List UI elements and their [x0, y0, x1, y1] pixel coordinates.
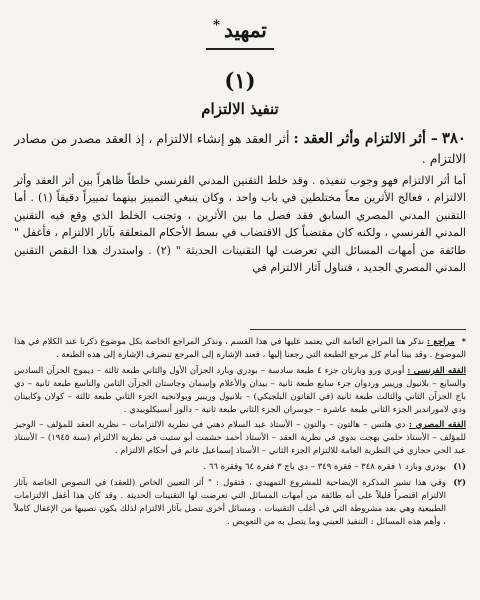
- footnote-item: [14, 477, 466, 529]
- body-paragraph: أما أثر الالتزام فهو وجوب تنفيذه . وقد خلط التقنين المدني الفرنسي خلطاً ظاهراً بين أثر العقد وأثر الالتزام ، فعالج الأثرين معاً مختلطين في باب واحد ، وكان ينبغي التمييز بينهما تمييزاً دقيقاً (١) . أما التقنين المدني المصري السابق فقد فصل ما بين الأثرين ، وتجنب الخلط الذي وقع فيه التقنين المدني الفرنسي ، ولكنه كان مقتضباً كل الاقتضاب في بسط الأحكام المتعلقة بآثار الالتزام ، فأغفل " طائفة من أمهات المسائل التي تعرضت لها التقنينات الحديثة " (٢) . واستدرك هذا النقص التقنين المدني المصري الجديد ، فتناول آثار الالتزام في: [14, 174, 466, 275]
- footnotes-section: [14, 336, 466, 532]
- french-doctrine-heading: الفقه الفرنسي :: [407, 365, 467, 376]
- title-underline: [206, 48, 274, 50]
- footnote-star-marker: *: [461, 337, 467, 347]
- egyptian-doctrine-heading: الفقه المصري :: [408, 420, 467, 431]
- chapter-title: [0, 18, 480, 42]
- egyptian-doctrine-text: دي هلتس – هالتون – والتون – الأستاذ عبد السلام ذهني في نظرية الالتزامات – نظرية العقد للمؤلف – الوجيز للمؤلف – الأستاذ حلمي بهجت بدوي في نظرية العقد – الأستاذ أحمد حشمت أبو ستيت في نظرية الالتزام (سنة ١٩٤٥) – الأستاذ عبد الحي حجازي في النظرية العامة للالتزام الجزء الثاني – الأستاذ إسماعيل غانم في أحكام الالتزام .: [14, 420, 466, 457]
- references-heading: مراجع :: [427, 337, 455, 347]
- footnote-references: [14, 336, 466, 362]
- section-subtitle: تنفيذ الالتزام: [201, 100, 279, 118]
- title-text: تمهيد: [223, 18, 267, 42]
- french-doctrine-text: أوبري ورو وبارتان جزء ٤ طبعة سادسة – بودري وبارد الجزآن الأول والثاني طبعة ثالثة – ديموج الجزآن السادس والسابع – بلانيول وريبير وردوان جزء سابع طبعة ثانية – بيدان والأعلام وإسمان وجاستان الجزآن الثامن والتاسع طبعة ثانية – دي باج الجزآن الثاني والثالث طبعة ثانية (في القانون البلجيكي) – بلانيول وريبير وبولانجيه الجزء الثاني طبعة ثالثة – كولان وكابيتان ودي لاموراندير الجزء الثاني طبعة عاشرة – جوسران الجزء الثاني طبعة ثانية – دالوز أنسيكلوبيدي .: [14, 365, 466, 415]
- footnote-french-doctrine: [14, 365, 466, 417]
- paragraph-number: ٣٨٠: [441, 129, 466, 147]
- footnote-item: [14, 461, 466, 474]
- references-text: نذكر هنا المراجع العامة التي يعتمد عليها في هذا القسم ، ونذكر المراجع الخاصة بكل موضوع ذكرنا عند الكلام في هذا الموضوع . وقد بينا أمام كل مرجع الطبعة التي رجعنا إليها ، فعند الإشارة إلى المرجع تنصرف الإشارة إلى هذه الطبعة .: [14, 337, 466, 360]
- footnote-text: وفي هذا تشير المذكرة الإيضاحية للمشروع التمهيدي ، فتقول : " أثر التعيين الخاص (للعقد) في النصوص الخاصة بآثار الالتزام اقتصراً قليلاً على أنه طائفة من أمهات المسائل التي تعرضت لها التقنينات الحديثة . وقد كان هذا أغفل الالتزامات الطبيعية وهي بعد مشروطة التي في أغلب التقنينات ، ومسائل أخرى تتصل بآثار الالتزام لذلك يكون نصيبها من الإغفال كاملاً ، وأهم هذه المسائل : التنفيذ العيني وما يتصل به من التعويض .: [14, 478, 446, 527]
- footnote-number: (١): [453, 462, 466, 473]
- footnote-text: بودري وبارد ١ فقرة ٣٤٨ – فقرة ٣٤٩ – دي باج ٣ فقرة ٦٤ وفقرة ٦٦ .: [203, 462, 446, 473]
- section-heading-line: [14, 128, 466, 169]
- title-star-marker: *: [213, 18, 220, 34]
- paragraph-lead-text: أثر العقد هو إنشاء الالتزام ، إذ العقد مصدر من مصادر الالتزام .: [14, 131, 466, 166]
- footnote-egyptian-doctrine: [14, 419, 466, 458]
- section-number: (١): [224, 68, 256, 93]
- footnote-divider: [250, 329, 466, 330]
- paragraph-heading: – أثر الالتزام وأثر العقد :: [293, 131, 438, 147]
- footnote-number: (٢): [453, 478, 466, 489]
